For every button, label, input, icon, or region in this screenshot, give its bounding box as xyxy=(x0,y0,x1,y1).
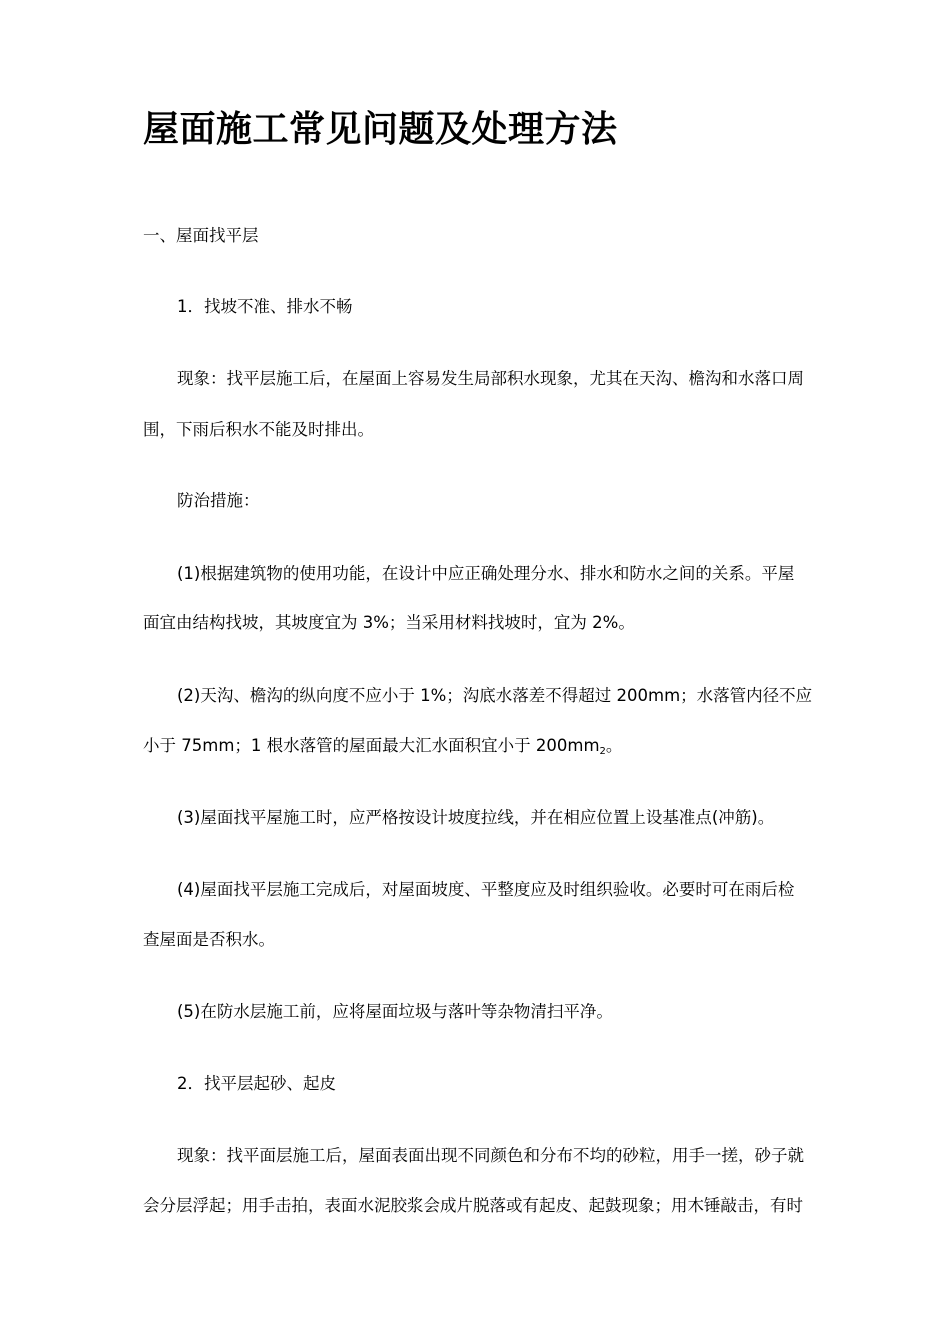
measure-3: (3)屋面找平屋施工时，应严格按设计坡度拉线，并在相应位置上设基准点(冲筋)。 xyxy=(177,808,775,827)
subsection-heading-1: 1．找坡不准、排水不畅 xyxy=(177,297,353,316)
measure-5: (5)在防水层施工前，应将屋面垃圾与落叶等杂物清扫平净。 xyxy=(177,1002,613,1021)
measure-2-line-2-end: 。 xyxy=(605,736,623,755)
measure-4-line-2: 查屋面是否积水。 xyxy=(143,930,275,949)
measure-2-line-2-main: 小于 75mm；1 根水落管的屋面最大汇水面积宜小于 200mm xyxy=(143,736,600,755)
subsection-heading-2: 2．找平层起砂、起皮 xyxy=(177,1074,336,1093)
phenomenon-2-line-1: 现象：找平面层施工后，屋面表面出现不同颜色和分布不均的砂粒，用手一搓，砂子就 xyxy=(177,1146,804,1165)
measure-4-line-1: (4)屋面找平层施工完成后，对屋面坡度、平整度应及时组织验收。必要时可在雨后检 xyxy=(177,880,795,899)
phenomenon-1-line-1: 现象：找平层施工后，在屋面上容易发生局部积水现象，尤其在天沟、檐沟和水落口周 xyxy=(177,369,804,388)
measure-1-line-2: 面宜由结构找坡，其坡度宜为 3%；当采用材料找坡时，宜为 2%。 xyxy=(143,613,635,632)
measures-label: 防治措施： xyxy=(177,491,260,510)
measure-2-line-1: (2)天沟、檐沟的纵向度不应小于 1%；沟底水落差不得超过 200mm；水落管内径不应 xyxy=(177,686,813,705)
phenomenon-1-line-2: 围，下雨后积水不能及时排出。 xyxy=(143,420,374,439)
section-heading: 一、屋面找平层 xyxy=(143,226,259,245)
measure-2-line-2 xyxy=(143,734,622,758)
superscript-2: 2 xyxy=(599,746,606,757)
measure-1-line-1: (1)根据建筑物的使用功能，在设计中应正确处理分水、排水和防水之间的关系。平屋 xyxy=(177,564,795,583)
document-title: 屋面施工常见问题及处理方法 xyxy=(143,109,618,150)
phenomenon-2-line-2: 会分层浮起；用手击拍，表面水泥胶浆会成片脱落或有起皮、起鼓现象；用木锤敲击，有时 xyxy=(143,1196,803,1215)
